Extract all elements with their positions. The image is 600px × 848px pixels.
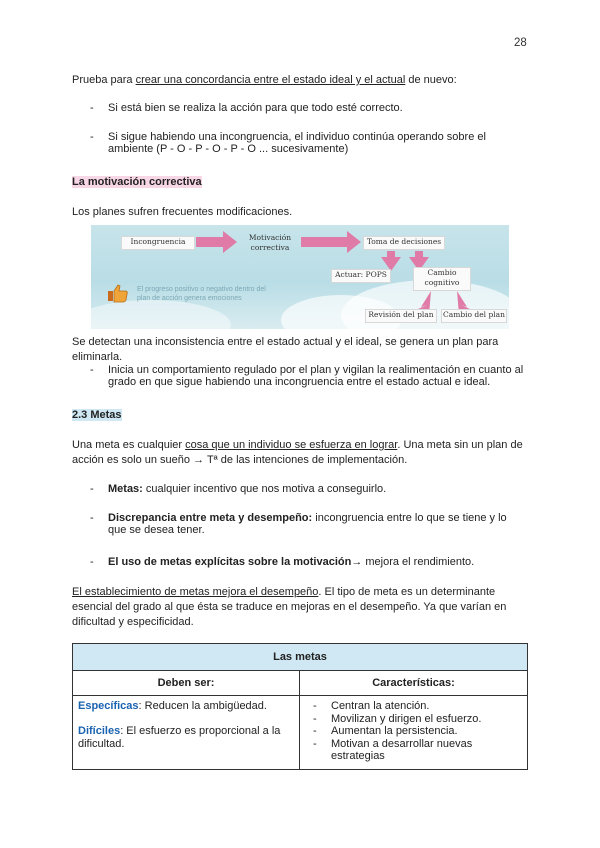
term-desc: : Reducen la ambigüedad. bbox=[138, 700, 267, 712]
arrow-right bbox=[196, 231, 237, 253]
intro-before: Prueba para bbox=[72, 74, 136, 86]
thumbs-hand-icon bbox=[107, 283, 129, 303]
box-motivacion: Motivación correctiva bbox=[248, 233, 292, 252]
list-item: - Movilizan y dirigen el esfuerzo. bbox=[313, 712, 482, 725]
metas-bullet-2: - Discrepancia entre meta y desempeño: incongruencia entre lo que se tiene y lo que se desea tener. bbox=[90, 512, 507, 536]
section-heading-metas bbox=[72, 408, 122, 423]
metas-heading-text: 2.3 Metas bbox=[72, 409, 122, 421]
bullet-bold: El uso de metas explícitas sobre la motivación bbox=[108, 556, 352, 568]
p1-before: Una meta es cualquier bbox=[72, 439, 186, 451]
after-figure-bullet: - Inicia un comportamiento regulado por el plan y vigilan la realimentación en cuanto al grado en que sigue habiendo una incongruencia entre el estado actual e ideal. bbox=[90, 364, 524, 388]
term-especificas: Específicas bbox=[78, 700, 139, 712]
table-col-header-caracteristicas: Características: bbox=[300, 671, 528, 696]
bullet-text: cualquier incentivo que nos motiva a conseguirlo. bbox=[142, 483, 387, 495]
table-cell-caracteristicas bbox=[300, 696, 528, 770]
bullet-text: → mejora el rendimiento. bbox=[351, 556, 475, 568]
metas-table bbox=[72, 643, 528, 770]
metas-paragraph-2 bbox=[72, 585, 530, 630]
term-dificiles: Difíciles bbox=[78, 725, 121, 737]
bullet-bold: Discrepancia entre meta y desempeño: bbox=[108, 512, 313, 524]
box-toma-decisiones: Toma de decisiones bbox=[363, 236, 445, 250]
list-item: - Motivan a desarrollar nuevas estrategias bbox=[313, 737, 473, 762]
table-term-row bbox=[78, 725, 294, 751]
table-col-header-deben-ser: Deben ser: bbox=[73, 671, 300, 696]
motivacion-heading-text: La motivación correctiva bbox=[72, 176, 202, 188]
list-item: - Aumentan la persistencia. bbox=[313, 725, 458, 737]
bullet-text: incongruencia entre lo que se tiene y lo que se desea tener. bbox=[108, 512, 507, 536]
box-cambio-plan: Cambio del plan bbox=[441, 309, 507, 323]
intro-bullet-1: - Si está bien se realiza la acción para que todo esté correcto. bbox=[90, 102, 403, 114]
section-heading-motivacion bbox=[72, 175, 202, 190]
term-desc: : El esfuerzo es proporcional a la dificultad. bbox=[78, 725, 281, 750]
list-item: - Centran la atención. bbox=[313, 700, 430, 712]
metas-bullet-3: - El uso de metas explícitas sobre la motivación→ mejora el rendimiento. bbox=[90, 556, 475, 568]
table-title: Las metas bbox=[73, 644, 528, 671]
p2-after: . El tipo de meta es un determinante esencial del grado al que ésta se traduce en mejoras en el desempeño. Ya que varían en dificultad y especificidad. bbox=[72, 586, 507, 628]
intro-bullet-2: - Si sigue habiendo una incongruencia, el individuo continúa operando sobre el ambiente (P - O - P - O - P - O ... sucesivamente) bbox=[90, 131, 486, 155]
figure-note: El progreso positivo o negativo dentro del plan de acción genera emociones bbox=[137, 286, 266, 302]
table-cell-deben-ser bbox=[73, 696, 300, 770]
after-figure-bullet-text: Inicia un comportamiento regulado por el plan y vigilan la realimentación en cuanto al grado en que sigue habiendo una incongruencia entre el estado actual e ideal. bbox=[108, 364, 524, 388]
arrow-right bbox=[301, 231, 361, 253]
p2-underlined: El establecimiento de metas mejora el desempeño bbox=[72, 586, 319, 598]
p1-after: . Una meta sin un plan de acción es solo un sueño → Tª de las intenciones de implementación. bbox=[72, 439, 523, 466]
intro-paragraph bbox=[72, 73, 532, 88]
box-revision-plan: Revisión del plan bbox=[365, 309, 437, 323]
after-figure-paragraph: Se detectan una inconsistencia entre el estado actual y el ideal, se genera un plan para eliminarla. bbox=[72, 336, 499, 363]
motivacion-paragraph: Los planes sufren frecuentes modificaciones. bbox=[72, 206, 293, 218]
intro-bullet-text: Si sigue habiendo una incongruencia, el individuo continúa operando sobre el ambiente (P - O - P - O - P - O ... sucesivamente) bbox=[108, 131, 486, 155]
intro-after: de nuevo: bbox=[405, 74, 457, 86]
intro-underlined: crear una concordancia entre el estado ideal y el actual bbox=[135, 74, 406, 86]
box-cambio-cognitivo: Cambio cognitivo bbox=[413, 267, 471, 291]
intro-bullet-text: Si está bien se realiza la acción para que todo esté correcto. bbox=[108, 102, 403, 114]
bullet-bold: Metas: bbox=[108, 483, 143, 495]
box-actuar: Actuar: POPS bbox=[331, 269, 391, 283]
metas-paragraph-1 bbox=[72, 438, 528, 468]
table-term-row bbox=[78, 700, 294, 713]
motivation-diagram bbox=[91, 225, 509, 329]
page-number: 28 bbox=[514, 37, 527, 49]
metas-bullet-1: - Metas: cualquier incentivo que nos motiva a conseguirlo. bbox=[90, 483, 387, 495]
p1-underlined: cosa que un individuo se esfuerza en lograr bbox=[185, 439, 398, 451]
box-incongruencia: Incongruencia bbox=[121, 236, 195, 250]
caracteristicas-list bbox=[305, 700, 522, 763]
arrow-down-left bbox=[381, 251, 401, 271]
